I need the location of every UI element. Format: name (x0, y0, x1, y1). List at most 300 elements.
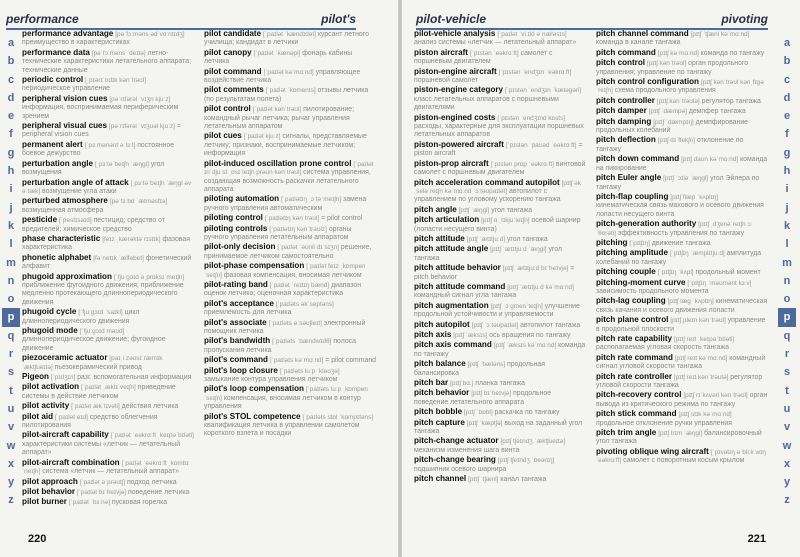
entry-headword: periodic control (22, 75, 84, 85)
entry-headword: pitch channel (414, 474, 467, 484)
thumb-index-tab-s[interactable]: s (783, 366, 791, 379)
dictionary-entry (414, 456, 586, 474)
dictionary-entry (414, 360, 586, 378)
entry-translation: сигналы, представляемые летчику; признаки, воспринимаемые летчиком; информация (204, 133, 367, 158)
entry-transcription: [ˈfjuːgɔɪd məʊd] (79, 328, 125, 335)
dictionary-entry (596, 118, 768, 136)
entry-headword: phugoid cycle (22, 307, 77, 317)
entry-translation: механизм изменения шага винта (414, 446, 520, 454)
entry-transcription: [pɪtʃ læg ˈkʌplɪŋ] (667, 298, 714, 306)
entry-headword: pitch bar (414, 378, 449, 388)
entry-headword: pitch axis command (414, 340, 492, 350)
dictionary-entry (596, 410, 768, 428)
entry-transcription: [ˈpɪstən ˈendʒɪn ˈkætəgəri] (504, 87, 582, 95)
dictionary-entry (204, 30, 376, 48)
entry-translation: фазовая характеристика (22, 235, 190, 252)
dictionary-entry (414, 49, 586, 67)
left-page-column-2 (204, 30, 376, 525)
right-page-column-2 (596, 30, 768, 525)
dictionary-entry (204, 195, 376, 213)
entry-transcription: [ˈpestɪsaɪd] (59, 217, 92, 225)
entry-headword: pitch acceleration command autopilot (414, 177, 560, 187)
entry-headword: pilot behavior (22, 486, 76, 496)
thumb-index-tab-n[interactable]: n (7, 274, 15, 287)
entry-transcription: [pɪtʃ ˈkæptʃə] (466, 419, 503, 427)
entry-translation: угол Эйлера по тангажу (596, 175, 760, 191)
thumb-index-tab-g[interactable]: g (7, 146, 15, 159)
entry-headword: pitch attitude (414, 233, 465, 243)
entry-headword: pitch angle (414, 204, 457, 214)
entry-headword: pitch rate command (596, 352, 673, 362)
entry-transcription: [pɪtʃ ˈɔːtəʊpaɪlət] (471, 321, 519, 329)
entry-translation: эффективность управления по тангажу (617, 229, 745, 237)
entry-translation: фазовая компенсация, вносимая летчиком (223, 271, 362, 279)
dictionary-entry (22, 273, 194, 308)
entry-translation: орган вывода из критического режима по тангажу (596, 392, 768, 408)
dictionary-entry (204, 225, 376, 243)
dictionary-entry (22, 197, 194, 215)
dictionary-entry (414, 30, 586, 48)
entry-transcription: [ˌpɪərɪˈɒdɪk kənˈtrəʊl] (85, 77, 146, 85)
thumb-index-tab-u[interactable]: u (7, 402, 15, 415)
dictionary-entry (596, 30, 768, 48)
entry-headword: performance advantage (22, 30, 114, 38)
dictionary-entry (596, 193, 768, 219)
dictionary-entry (204, 132, 376, 158)
entry-transcription: [pɪtʃ bɑː] (450, 380, 474, 388)
entry-headword: pitch stick command (596, 409, 677, 419)
thumb-index-tab-a[interactable]: a (783, 37, 791, 49)
thumb-index-tab-k[interactable]: k (783, 219, 791, 232)
dictionary-entry (596, 59, 768, 77)
entry-transcription: [ˈpaɪlətɪŋ kənˈtrəʊl] (264, 215, 320, 223)
dictionary-entry (414, 331, 586, 340)
dictionary-entry (596, 335, 768, 353)
thumb-index-tab-c[interactable]: c (783, 73, 791, 86)
entry-transcription: [ˈpaɪlət kənˈtrəʊl] (252, 106, 302, 114)
entry-translation: замыкание контура управления летчиком (204, 376, 338, 384)
dictionary-entry (596, 78, 768, 96)
thumb-index-tab-i[interactable]: i (785, 183, 789, 196)
dictionary-entry (596, 107, 768, 116)
entry-transcription: [feɪz ˌkærəktəˈrɪstɪk] (102, 235, 161, 243)
thumb-index-tab-z[interactable]: z (8, 494, 14, 507)
thumb-index-tab-f[interactable]: f (9, 128, 13, 141)
entry-transcription: [pɪtʃ reɪt kənˈtrəʊlə] (673, 373, 729, 381)
entry-transcription: [pɪtʃ reɪt ˌkeɪpəˈbɪləti] (673, 336, 735, 343)
dictionary-entry (414, 419, 586, 437)
thumb-index-tab-g[interactable]: g (783, 146, 791, 159)
entry-translation: винтовой самолет с поршневым двигателем (414, 160, 586, 177)
dictionary-entry (204, 262, 376, 280)
entry-translation: действия летчика (121, 403, 179, 411)
entry-transcription: [pɪtʃ ˈætɪtjuːd] (466, 235, 506, 243)
dictionary-entry (204, 243, 376, 261)
entry-transcription: [ˈpaɪlət kjuːz] (243, 133, 281, 141)
dictionary-entry (204, 300, 376, 318)
entry-headword: pitching (596, 237, 628, 247)
thumb-index-tab-d[interactable]: d (7, 91, 15, 104)
entry-transcription: [pɪtʃ pleɪn kənˈtrəʊl] (670, 317, 726, 325)
dictionary-entry (596, 297, 768, 315)
entry-headword: pilot control (204, 104, 251, 114)
entry-transcription: [pɪtʃ trɪm ˈæŋgl] (658, 430, 703, 438)
dictionary-entry (414, 114, 586, 140)
thumb-index-tab-f[interactable]: f (785, 128, 789, 141)
dictionary-entry (596, 429, 768, 447)
entry-translation: продольная балансировка (414, 361, 545, 377)
left-page-header (6, 10, 356, 30)
entry-translation: орган продольного управления; управление по тангажу (596, 60, 749, 76)
entry-headword: phugoid mode (22, 326, 78, 335)
dictionary-entry (414, 160, 586, 178)
dictionary-entry (414, 379, 586, 388)
entry-transcription: [pɪtʃ ˈdæmpə] (648, 108, 687, 116)
thumb-index-tab-e[interactable]: e (7, 110, 15, 123)
entry-transcription: [pɪtʃ dɪˈflekʃn] (657, 137, 695, 145)
left-alphabet-thumb-index (2, 34, 20, 510)
entry-headword: pitch deflection (596, 135, 656, 145)
entry-translation: отзывы летчика (по результатам полета) (204, 87, 369, 103)
dictionary-entry (204, 337, 376, 355)
dictionary-entry (22, 402, 194, 411)
dictionary-entry (414, 264, 586, 282)
thumb-index-tab-o[interactable]: o (783, 293, 791, 306)
thumb-index-tab-w[interactable]: w (782, 439, 792, 452)
entry-transcription: [ˈpaɪləts luːp ˌkɒmpenˈseɪʃn] (204, 386, 368, 402)
thumb-index-tab-l[interactable]: l (9, 238, 13, 251)
entry-headword: pilot-vehicle analysis (414, 30, 496, 38)
entry-translation: отклонение по тангажу (596, 137, 744, 153)
dictionary-entry (22, 488, 194, 497)
entry-transcription: [pəˈrɪfərəl ˈvɪʒn kjuːz] (109, 95, 171, 103)
thumb-index-tab-k[interactable]: k (7, 219, 15, 232)
entry-transcription: [pɪtʃ kənˈtrəʊl] (646, 60, 687, 68)
dictionary-entry (414, 389, 586, 407)
thumb-index-tab-n[interactable]: n (783, 274, 791, 287)
entry-headword: pitch-flap coupling (596, 191, 669, 201)
entry-headword: piezoceramic actuator (22, 353, 108, 363)
left-page-number: 220 (28, 533, 47, 545)
entry-headword: pilot's STOL competence (204, 411, 301, 421)
entry-transcription: [ˈpaɪlət eɪd] (54, 413, 88, 421)
entry-transcription: [ˈpɪstən ˈendʒɪn ˈeəkrɑːft] (498, 68, 572, 76)
thumb-index-tab-x[interactable]: x (783, 457, 791, 470)
thumb-index-tab-i[interactable]: i (9, 183, 13, 196)
entry-transcription: [pəˈtɜːbd ˈætməsfɪə] (109, 198, 168, 206)
dictionary-entry (414, 408, 586, 417)
dictionary-entry (22, 327, 194, 353)
entry-transcription: [pəˈrɪfərəl ˈvɪʒuəl kjuːz] (108, 123, 175, 131)
entry-translation: управление в продольной плоскости (596, 317, 766, 333)
entry-transcription: [ˈpɪdʒɪn] (50, 374, 76, 382)
entry-translation: средство облегчения пилотирования (22, 413, 158, 430)
entry-translation: фонарь кабины летчика (204, 49, 353, 66)
thumb-index-tab-y[interactable]: y (7, 476, 15, 489)
thumb-index-tab-x[interactable]: x (7, 457, 15, 470)
entry-headword: pitch Euler angle (596, 173, 662, 183)
entry-headword: pitch-lag coupling (596, 296, 666, 306)
dictionary-entry (414, 437, 586, 455)
entry-transcription: [pɪtʃ kənˈtrəʊl kənˌfɪgəˈreɪʃn] (596, 79, 764, 95)
entry-translation: система «летчик — летательный аппарат» (42, 468, 179, 476)
entry-translation: угол тангажа (414, 246, 562, 262)
thumb-index-tab-j[interactable]: j (9, 201, 13, 214)
entry-transcription: [pɪtʃ ˌdʒenəˈreɪʃn ɔːˈθɒrəti] (596, 221, 753, 237)
entry-translation: система управления, создающая возможность раскачки летательного аппарата (204, 169, 371, 193)
entry-translation: амплитуда колебаний по тангажу (596, 250, 762, 266)
entry-translation: возмущенная атмосфера (22, 206, 104, 214)
entry-translation: фонетический алфавит (22, 254, 192, 271)
dictionary-entry (414, 302, 586, 320)
entry-transcription: [ˈpaɪləts əkˈseptəns] (275, 300, 334, 308)
entry-headword: pilot-rating band (204, 279, 268, 289)
dictionary-entry (596, 49, 768, 58)
dictionary-entry (22, 30, 194, 48)
entry-headword: pilot command (204, 66, 262, 76)
entry-translation: кинематическая связь махового и осевого движения лопасти несущего винта (596, 202, 764, 218)
entry-transcription: [pɪtʃ ˈæksɪs kəˈmɑːnd] (493, 342, 557, 350)
entry-transcription: [pəˈfɔːməns ədˈvɑːntɪdʒ] (115, 31, 185, 38)
thumb-index-tab-y[interactable]: y (783, 476, 791, 489)
entry-transcription: [ˈfjuːgɔɪd ˈsaɪkl] (78, 309, 123, 317)
dictionary-entry (596, 448, 768, 466)
dictionary-entry (414, 341, 586, 359)
dictionary-entry (414, 216, 586, 234)
dictionary-entry (414, 206, 586, 215)
entry-transcription: [ˌpɜːtəˈbeɪʃn ˈæŋgl] (94, 160, 149, 168)
thumb-index-tab-v[interactable]: v (783, 421, 791, 434)
entry-transcription: [fəˈnetɪk ˈælfəbet] (93, 254, 144, 262)
thumb-index-tab-d[interactable]: d (783, 91, 791, 104)
entry-headword: performance data (22, 47, 90, 57)
thumb-index-tab-h[interactable]: h (783, 165, 791, 178)
entry-transcription: [pɪtʃ ˈætɪtjuːd bɪˈheɪvjə] (502, 265, 569, 273)
entry-transcription: [ˈpaɪlət ˈeəkrɑːft ˌkɒmbɪˈneɪʃn] (22, 459, 189, 476)
dictionary-entry (596, 174, 768, 192)
thumb-index-tab-t[interactable]: t (9, 384, 13, 397)
entry-translation: приближение фугоидного движения; приближение медленно протекающего длиннопериодического движения (22, 281, 184, 306)
entry-headword: pilot's loop compensation (204, 384, 304, 394)
right-page-columns (414, 30, 774, 525)
entry-translation: периодическое управление (22, 85, 111, 93)
entry-translation: разг. вспомогательная информация (77, 374, 192, 382)
entry-translation: информация, воспринимаемая периферическим зрением (22, 104, 179, 120)
entry-headword: phugoid approximation (22, 271, 112, 281)
thumb-index-tab-u[interactable]: u (783, 402, 791, 415)
thumb-index-tab-r[interactable]: r (784, 348, 790, 361)
entry-translation: продольное поведение летательного аппарата (414, 390, 552, 406)
entry-transcription: [pɪtʃ ˈætɪtjuːd ˈæŋgl] (490, 246, 547, 254)
dictionary-entry (204, 49, 376, 67)
entry-headword: pitch-recovery control (596, 390, 682, 400)
dictionary-entry (204, 86, 376, 104)
entry-transcription: [ˈpaɪləts əˈsəʊʃieɪt] (268, 319, 322, 327)
entry-headword: pitch controller (596, 95, 655, 105)
entry-translation: команда на пикирование (596, 156, 768, 172)
dictionary-entry (596, 239, 768, 248)
entry-headword: phonetic alphabet (22, 252, 92, 262)
entry-transcription: [pɪtʃ əkˌseləˈreɪʃn kəˈmɑːnd ˈɔːtəʊpaɪlət] (414, 179, 581, 195)
entry-translation: кинематическая связь качания и осевого движения лопасти (596, 298, 768, 314)
entry-transcription: [pɪtʃ kəˈmɑːnd] (657, 49, 699, 57)
entry-headword: perturbed atmosphere (22, 196, 108, 206)
entry-translation: анализ системы «летчик — летательный аппарат» (414, 39, 577, 47)
entry-headword: pitch-change actuator (414, 436, 499, 446)
dictionary-entry (204, 160, 376, 195)
thumb-index-tab-e[interactable]: e (783, 110, 791, 123)
left-page-columns (22, 30, 374, 525)
entry-headword: pitch plane control (596, 315, 669, 325)
entry-translation: поршневой самолет (414, 77, 479, 85)
entry-translation: = peripheral vision cues (22, 123, 181, 139)
entry-translation: выход на заданный угол тангажа (414, 419, 583, 436)
dictionary-entry (22, 254, 194, 272)
entry-transcription: [pɪtʃ bɪˈheɪvjə] (471, 390, 512, 398)
entry-translation: пьезокерамический привод (54, 363, 142, 371)
thumb-index-tab-v[interactable]: v (7, 421, 15, 434)
entry-headword: pilot approach (22, 476, 78, 486)
thumb-index-tab-p[interactable]: p (778, 308, 796, 326)
dictionary-entry (596, 136, 768, 154)
entry-transcription: [ˈpaɪlət ˈəʊnli dɪˈsɪʒn] (277, 244, 339, 252)
thumb-index-tab-z[interactable]: z (784, 494, 790, 507)
entry-headword: pilot-aircraft combination (22, 457, 120, 467)
entry-translation: летно-технические характеристики летательного аппарата; технические данные (22, 49, 192, 74)
entry-transcription: [pɪtʃ ˈɔɪlə ˈæŋgl] (663, 175, 709, 183)
entry-headword: piloting automation (204, 194, 280, 204)
entry-headword: permanent alert (22, 139, 83, 149)
entry-transcription: [ˈpaɪləts luːp ˈkləʊʒə] (279, 367, 340, 375)
thumb-index-tab-l[interactable]: l (785, 238, 789, 251)
right-page (402, 0, 800, 557)
entry-headword: pitch down command (596, 154, 680, 164)
dictionary-entry (22, 95, 194, 121)
entry-translation: пестицид; средство от вредителей; химическое средство (22, 217, 165, 233)
entry-headword: pitch attitude command (414, 281, 506, 291)
thumb-index-tab-m[interactable]: m (6, 256, 16, 269)
entry-translation: планка тангажа (475, 380, 525, 388)
entry-translation: подход летчика (126, 478, 177, 486)
entry-translation: раскачка по тангажу (494, 409, 560, 417)
entry-transcription: [pɪtʃ ˈbɒbl] (464, 409, 493, 417)
entry-translation: самолет с поршневым двигателем (414, 49, 553, 66)
dictionary-entry (22, 141, 194, 159)
dictionary-entry (22, 235, 194, 253)
dictionary-entry (596, 268, 768, 277)
dictionary-entry (22, 354, 194, 372)
entry-transcription: [ˈpɪstən ˈpaʊəd ˈeəkrɑːft] (505, 141, 577, 149)
entry-transcription: [ˈpaɪlət ˌæktɪˈveɪʃn] (81, 384, 136, 392)
entry-translation: осевой шарнир (лопасти несущего винта) (414, 217, 581, 233)
entry-transcription: [ˈpaɪlət bɪˈheɪvjə] (77, 488, 127, 496)
entry-transcription: [ˌpɜːtəˈbeɪʃn ˈæŋgl əv əˈtæk] (22, 179, 192, 195)
entry-headword: phase characteristic (22, 233, 101, 243)
thumb-index-tab-w[interactable]: w (6, 439, 16, 452)
entry-translation: поведение летчика (128, 488, 190, 496)
dictionary-entry (22, 160, 194, 178)
entry-translation: движение тангажа (651, 239, 711, 247)
entry-transcription: [paɪˌiːzəʊsɪˈræmɪk ˈæktʃueɪtə] (22, 355, 163, 371)
entry-transcription: [ˈpɜːmənənt əˈlɜːt] (84, 141, 136, 149)
entry-transcription: [ˈpaɪlət ˈeəkrɑːft ˌkeɪpəˈbɪləti] (110, 432, 194, 440)
entry-transcription: [pɪtʃ stɪk kəˈmɑːnd] (678, 411, 732, 419)
thumb-index-tab-h[interactable]: h (7, 165, 15, 178)
entry-translation: команда в канале тангажа (596, 39, 681, 47)
dictionary-entry (22, 459, 194, 477)
entry-translation: приемлемость для летчика (204, 309, 292, 317)
entry-translation: курсант летного училища; кандидат в летчики (204, 31, 369, 47)
thumb-index-tab-q[interactable]: q (7, 329, 15, 342)
thumb-index-tab-o[interactable]: o (7, 293, 15, 306)
entry-headword: pitch channel command (596, 30, 689, 38)
entry-headword: pitch bobble (414, 407, 463, 417)
entry-transcription: [pɪtʃ ˈtʃænl] (468, 476, 499, 484)
entry-headword: piston-prop aircraft (414, 158, 489, 168)
entry-headword: pitch damping (596, 116, 652, 126)
dictionary-entry (596, 279, 768, 297)
entry-translation: пилотирование; командный рычаг летчика; рычаг управления летательным аппаратом (204, 106, 354, 131)
thumb-index-tab-m[interactable]: m (782, 256, 792, 269)
entry-translation: угол тангажа (506, 235, 548, 243)
thumb-index-tab-q[interactable]: q (783, 329, 791, 342)
entry-transcription: [ˈpɪstən ˈeəkrɑːft] (469, 49, 519, 57)
entry-headword: pilot-aircraft capability (22, 430, 109, 440)
entry-headword: pilot's command (204, 355, 268, 365)
entry-transcription: [ˈpɪstən ˈendʒɪnd kɒsts] (497, 114, 566, 122)
entry-translation: полоса пропускания летчика (204, 338, 356, 354)
left-header-guideword-first: performance (6, 12, 79, 26)
entry-headword: peripheral vision cues (22, 93, 108, 103)
thumb-index-tab-j[interactable]: j (785, 201, 789, 214)
entry-headword: pitch control (596, 58, 646, 68)
dictionary-entry (204, 214, 376, 223)
entry-headword: pitch attitude angle (414, 244, 489, 254)
entry-transcription: [pɪtʃ ˌɔːgmenˈteɪʃn] (490, 302, 543, 310)
thumb-index-tab-b[interactable]: b (783, 55, 791, 68)
entry-headword: pitch balance (414, 359, 466, 369)
thumb-index-tab-r[interactable]: r (8, 348, 14, 361)
entry-transcription: [pɪtʃ flæp ˈkʌplɪŋ] (670, 193, 719, 201)
entry-translation: регулятор тангажа (701, 97, 761, 105)
entry-transcription: [ˈpaɪlət ˈkændɪdət] (263, 31, 316, 38)
thumb-index-tab-t[interactable]: t (785, 384, 789, 397)
entry-translation: органы ручного управления летательным аппаратом (204, 225, 352, 241)
thumb-index-tab-s[interactable]: s (7, 366, 15, 379)
entry-transcription: [pɪtʃ ɑːˌtɪkjuˈleɪʃn] (481, 217, 530, 225)
thumb-index-tab-a[interactable]: a (7, 37, 15, 49)
entry-translation: длиннопериодическое движение; фугоидное движение (22, 336, 166, 352)
entry-translation: электронный помощник летчика (204, 319, 366, 335)
entry-headword: pitch-generation authority (596, 219, 697, 229)
entry-transcription: [pɪtʃ tʃeɪndʒ ˈbeərɪŋ] (497, 457, 555, 465)
entry-headword: pitch behavior (414, 388, 470, 398)
entry-headword: pilot candidate (204, 30, 262, 38)
thumb-index-tab-p[interactable]: p (2, 308, 20, 326)
dictionary-entry (204, 68, 376, 86)
entry-translation: цикл длиннопериодического движения (22, 309, 140, 325)
dictionary-entry (596, 97, 768, 106)
thumb-index-tab-c[interactable]: c (7, 73, 15, 86)
right-page-number: 221 (747, 533, 766, 545)
entry-headword: pitching couple (596, 267, 656, 277)
dictionary-entry (414, 68, 586, 86)
entry-transcription: [ˈpaɪlət əˈprəʊtʃ] (79, 478, 126, 486)
entry-transcription: [ˈpɪstən prɒp ˈeəkrɑːft] (490, 160, 554, 168)
thumb-index-tab-b[interactable]: b (7, 55, 15, 68)
entry-translation: угол возмущения (22, 160, 165, 177)
entry-transcription: [pɪtʃ ˈætɪtjuːd kəˈmɑːnd] (507, 283, 574, 291)
